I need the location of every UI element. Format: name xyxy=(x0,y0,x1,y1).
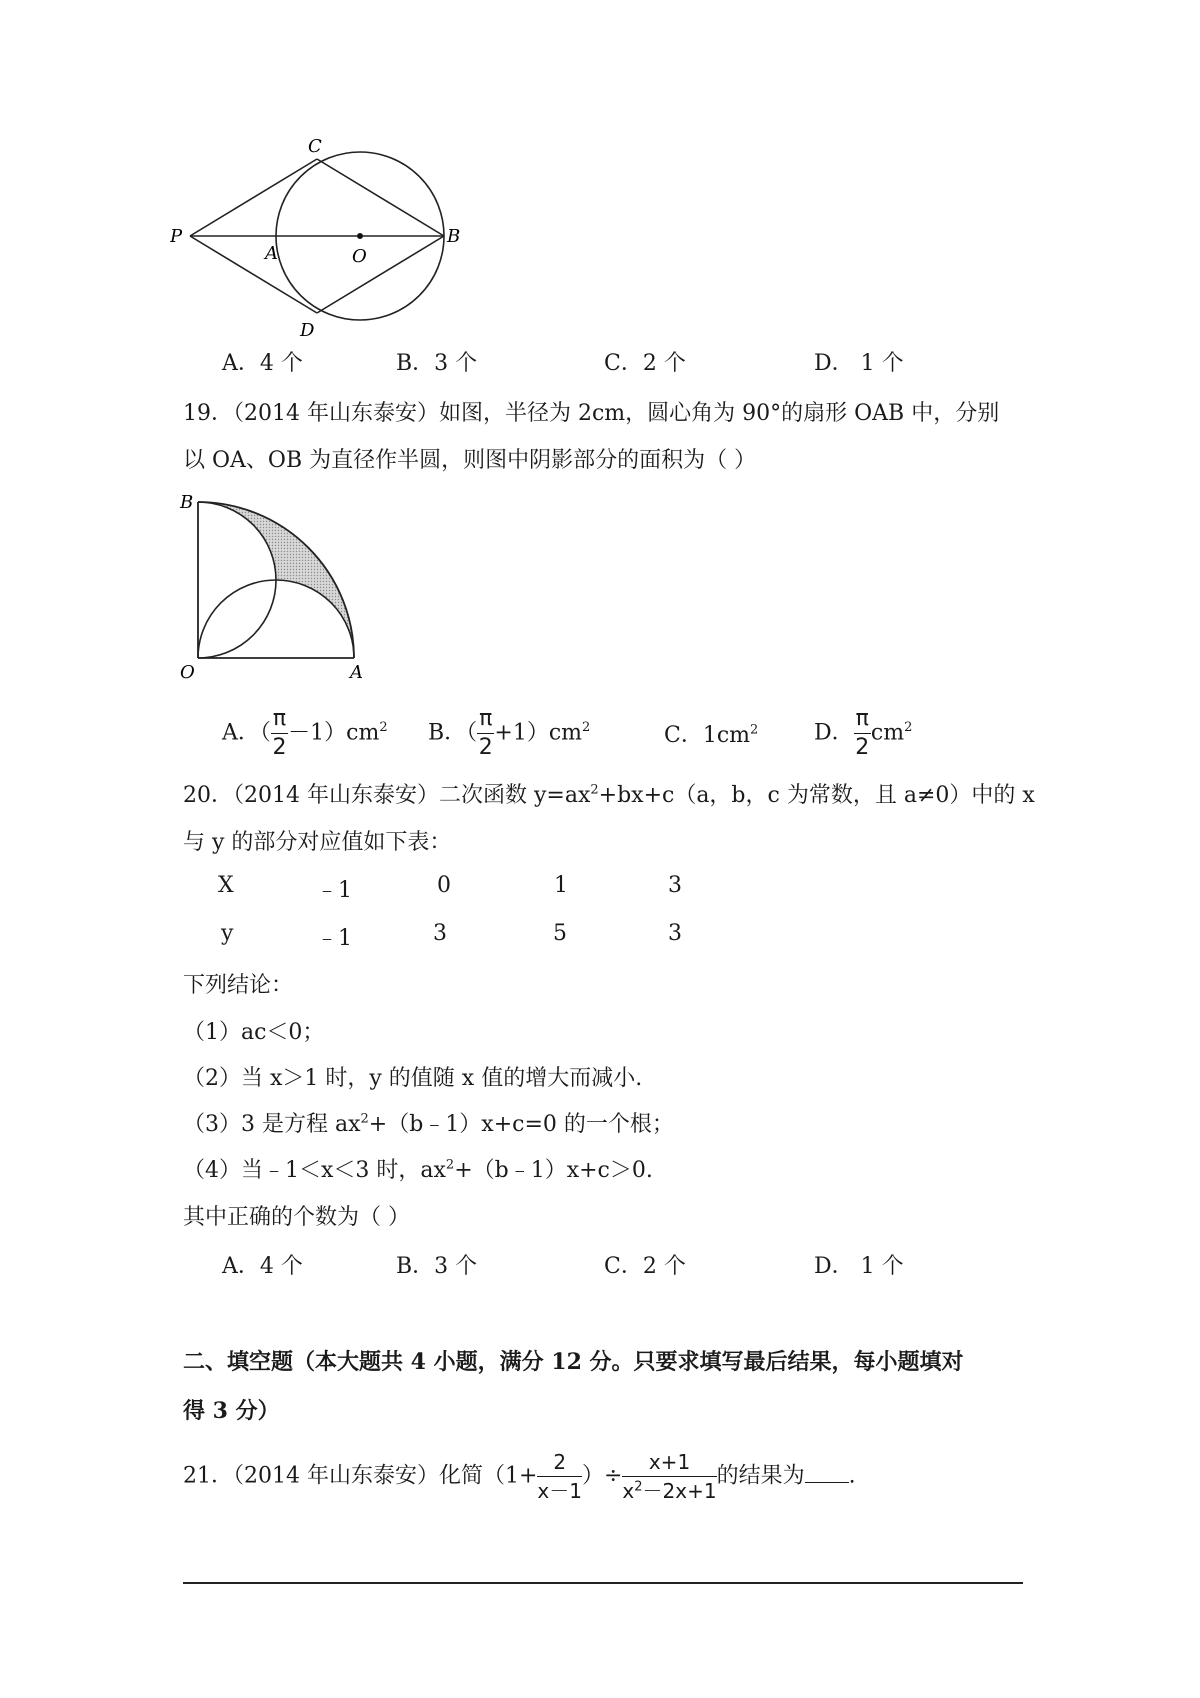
q20-table-x-cell: 1 xyxy=(554,873,568,898)
q20-conclusion-4: （4）当﹣1＜x＜3 时，$ax^2+(b﹣1)x+c>0$. xyxy=(183,1157,653,1183)
q21-answer-blank[interactable] xyxy=(805,1460,849,1483)
q18-option-d: D． 1 个 xyxy=(814,351,904,376)
q19-figure xyxy=(178,490,378,690)
q20-table-x-cell: ﹣1 xyxy=(316,878,352,903)
q21-fraction-2: $\frac{x+1}{x^2-2x+1}$ xyxy=(622,1450,717,1503)
q20-question: 其中正确的个数为（ ） xyxy=(183,1205,410,1230)
q18-label-d: D xyxy=(300,320,315,341)
q20-table-x-header: X xyxy=(218,873,234,898)
q20-table-y-cell: 3 xyxy=(433,921,447,946)
q20-table-x-cell: 0 xyxy=(437,873,451,898)
q20-option-d: D． 1 个 xyxy=(814,1254,904,1279)
q20-table-x-cell: 3 xyxy=(668,873,682,898)
q18-label-p: P xyxy=(170,226,183,247)
q19-option-a: A．（ $\frac{\pi}{2}$ $-1)cm^2$ xyxy=(222,706,388,760)
q18-option-c: C．2 个 xyxy=(604,351,686,376)
q18-line-db xyxy=(317,236,444,313)
section2-heading-line2: 得 3 分） xyxy=(183,1398,280,1424)
q20-text-line1: 20．（2014 年山东泰安）二次函数 $y=ax^2+bx+c(a$，b，c 为常数，且 a≠0）中的 x xyxy=(183,782,1035,808)
q21-fraction-1: $\frac{2}{x-1}$ xyxy=(537,1450,582,1503)
q20-option-a: A．4 个 xyxy=(222,1254,303,1279)
q18-figure xyxy=(170,130,470,345)
q20-table-y-cell: ﹣1 xyxy=(316,926,352,951)
q19-option-b: B．（ $\frac{\pi}{2}$ $+1)cm^2$ xyxy=(428,706,591,760)
q20-conclusion-1: （1）ac＜0； xyxy=(183,1020,325,1045)
q19-option-d-fraction: $\frac{\pi}{2}$ xyxy=(855,706,870,760)
footer-divider xyxy=(183,1582,1023,1584)
q19-text-line2: 以 OA、OB 为直径作半圆，则图中阴影部分的面积为（ ） xyxy=(183,448,757,473)
q20-option-b: B．3 个 xyxy=(396,1254,478,1279)
q19-option-b-fraction: $\frac{\pi}{2}$ xyxy=(478,706,493,760)
q19-option-c: C．$1cm^2$ xyxy=(664,722,759,748)
q20-conclusion-3: （3）3 是方程 $ax^2+(b﹣1)x+c=0$ 的一个根； xyxy=(183,1111,674,1137)
q18-label-o: O xyxy=(352,246,367,267)
q18-line-pc xyxy=(190,159,317,236)
q18-center-dot xyxy=(357,233,363,239)
section2-heading-line1: 二、填空题（本大题共 4 小题，满分 12 分。只要求填写最后结果，每小题填对 xyxy=(183,1349,964,1375)
q20-text-line2: 与 y 的部分对应值如下表： xyxy=(183,830,452,855)
q20-conclusions-title: 下列结论： xyxy=(183,973,294,998)
q18-option-b: B．3 个 xyxy=(396,351,478,376)
q19-label-a: A xyxy=(350,662,363,683)
q18-line-cb xyxy=(317,159,444,236)
q19-label-b: B xyxy=(180,492,194,513)
q18-label-c: C xyxy=(308,136,322,157)
q21-text: 21．（2014 年山东泰安）化简（1+ $\frac{2}{x-1}$ ）÷ $\frac{x+1}{x^2-2x+1}$ 的结果为 . xyxy=(183,1450,856,1503)
q20-table-y-header: y xyxy=(221,921,234,946)
q18-line-pd xyxy=(190,236,317,313)
q20-option-c: C．2 个 xyxy=(604,1254,686,1279)
q19-label-o: O xyxy=(180,662,195,683)
q18-option-a: A．4 个 xyxy=(222,351,303,376)
q19-option-a-fraction: $\frac{\pi}{2}$ xyxy=(272,706,287,760)
q19-option-d: D． $\frac{\pi}{2}$ $cm^2$ xyxy=(814,706,913,760)
q18-label-b: B xyxy=(447,226,461,247)
q20-conclusion-2: （2）当 x＞1 时，y 的值随 x 值的增大而减小. xyxy=(183,1066,643,1091)
q20-table-y-cell: 3 xyxy=(668,921,682,946)
q18-label-a: A xyxy=(265,243,278,264)
q19-text-line1: 19．（2014 年山东泰安）如图，半径为 2cm，圆心角为 90°的扇形 OAB 中，分别 xyxy=(183,401,1000,426)
q20-table-y-cell: 5 xyxy=(553,921,567,946)
